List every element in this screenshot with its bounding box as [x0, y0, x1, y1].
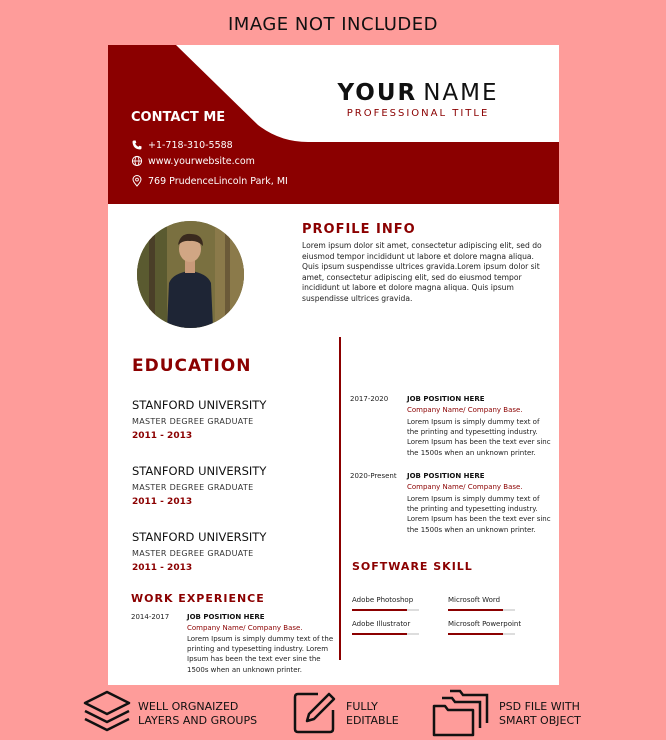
- education-school: STANFORD UNIVERSITY: [132, 398, 267, 412]
- feature-line: SMART OBJECT: [499, 714, 581, 727]
- profile-line: amet, consectetur adipiscing elit, sed do eiusmod tempor: [302, 272, 522, 282]
- job-description-line: the 1500s when an unknown printer.: [407, 525, 536, 534]
- layers-icon: [82, 690, 132, 734]
- education-title: EDUCATION: [132, 356, 252, 376]
- profile-line: Lorem ipsum dolor sit amet, consectetur adipiscing elit, sed do: [302, 241, 542, 250]
- profile-line: suspendisse ultrices gravida.: [302, 293, 413, 303]
- job-title: JOB POSITION HERE: [187, 613, 265, 621]
- job-company: Company Name/ Company Base.: [407, 483, 523, 491]
- contact-phone: +1-718-310-5588: [148, 139, 233, 151]
- profile-photo-image: [137, 221, 244, 328]
- skill-bar-fill: [352, 633, 407, 635]
- profile-photo: [137, 221, 244, 328]
- job-description-line: the 1500s when an unknown printer.: [407, 448, 536, 457]
- skill-name: Microsoft Word: [448, 596, 501, 604]
- skill-name: Microsoft Powerpoint: [448, 620, 522, 628]
- name-last: NAME: [423, 80, 499, 106]
- skill-bar-fill: [448, 609, 503, 611]
- name-first: YOUR: [337, 80, 418, 106]
- job-description-line: Lorem Ipsum is simply dummy text of: [407, 495, 540, 503]
- contact-phone-row: [131, 139, 233, 151]
- skill-bar-fill: [448, 633, 503, 635]
- job-company: Company Name/ Company Base.: [187, 624, 303, 632]
- job-description-line: Lorem Ipsum has been the text ever sinc: [407, 515, 551, 524]
- skill-bar: [448, 609, 515, 611]
- skill-bar: [352, 633, 419, 635]
- profile-title: PROFILE INFO: [302, 222, 416, 237]
- job-title: JOB POSITION HERE: [407, 472, 485, 480]
- skill-name: Adobe Illustrator: [352, 620, 411, 628]
- profile-text: [302, 241, 552, 304]
- job-description: [407, 417, 551, 458]
- feature-psd-label: [499, 700, 581, 728]
- feature-line: FULLY: [346, 700, 378, 713]
- contact-website-row: [131, 155, 255, 167]
- job-period: 2017-2020: [350, 395, 389, 403]
- education-degree: MASTER DEGREE GRADUATE: [132, 549, 254, 558]
- globe-icon: [131, 155, 143, 167]
- feature-layers-label: [138, 700, 257, 728]
- job-period: 2020-Present: [350, 472, 397, 480]
- job-description-line: 1500s when an unknown printer.: [187, 665, 303, 674]
- skill-bar: [448, 633, 515, 635]
- job-period: 2014-2017: [131, 613, 170, 621]
- feature-line: EDITABLE: [346, 714, 399, 727]
- profile-line: eiusmod tempor incididunt ut labore et dolore magna aliqua.: [302, 251, 534, 261]
- education-years: 2011 - 2013: [132, 563, 193, 573]
- location-pin-icon: [131, 175, 143, 187]
- job-description-line: the printing and typesetting industry.: [407, 505, 538, 514]
- job-description: [187, 634, 333, 675]
- resume-page: [108, 45, 559, 685]
- job-description: [407, 494, 551, 535]
- feature-line: LAYERS AND GROUPS: [138, 714, 258, 727]
- profile-line: Quis ipsum suspendisse ultrices gravida.Lorem ipsum dolor sit: [302, 262, 540, 271]
- top-banner: IMAGE NOT INCLUDED: [228, 14, 438, 35]
- job-description-line: Lorem Ipsum is simply dummy text of the: [187, 635, 334, 643]
- contact-address-row: [131, 175, 288, 187]
- feature-line: PSD FILE WITH: [499, 700, 580, 713]
- education-school: STANFORD UNIVERSITY: [132, 464, 267, 478]
- job-description-line: Ipsum has been the text ever sine the: [187, 655, 321, 664]
- pencil-edit-icon: [292, 690, 338, 736]
- education-years: 2011 - 2013: [132, 431, 193, 441]
- feature-line: WELL ORGNAIZED: [138, 700, 239, 713]
- feature-editable-label: [346, 700, 399, 728]
- job-title: JOB POSITION HERE: [407, 395, 485, 403]
- skill-bar-fill: [352, 609, 407, 611]
- education-degree: MASTER DEGREE GRADUATE: [132, 483, 254, 492]
- education-school: STANFORD UNIVERSITY: [132, 530, 267, 544]
- job-description-line: the printing and typesetting industry.: [407, 428, 538, 437]
- folders-icon: [432, 688, 490, 738]
- education-years: 2011 - 2013: [132, 497, 193, 507]
- phone-icon: [131, 139, 143, 151]
- education-degree: MASTER DEGREE GRADUATE: [132, 417, 254, 426]
- work-experience-title: WORK EXPERIENCE: [131, 592, 265, 605]
- profile-line: incididunt ut labore et dolore magna aliqua. Quis ipsum: [302, 283, 514, 292]
- job-description-line: Lorem Ipsum has been the text ever sinc: [407, 438, 551, 447]
- job-description-line: Lorem Ipsum is simply dummy text of: [407, 418, 540, 426]
- column-divider: [339, 337, 341, 660]
- resume-name: [298, 80, 538, 106]
- job-description-line: printing and typesetting industry. Lorem: [187, 645, 329, 654]
- professional-title: PROFESSIONAL TITLE: [346, 108, 490, 119]
- software-skill-title: SOFTWARE SKILL: [352, 560, 473, 573]
- skill-name: Adobe Photoshop: [352, 596, 414, 604]
- job-company: Company Name/ Company Base.: [407, 406, 523, 414]
- contact-title: CONTACT ME: [131, 110, 226, 125]
- skill-bar: [352, 609, 419, 611]
- contact-website: www.yourwebsite.com: [148, 155, 255, 167]
- contact-address: 769 PrudenceLincoln Park, MI: [148, 175, 288, 187]
